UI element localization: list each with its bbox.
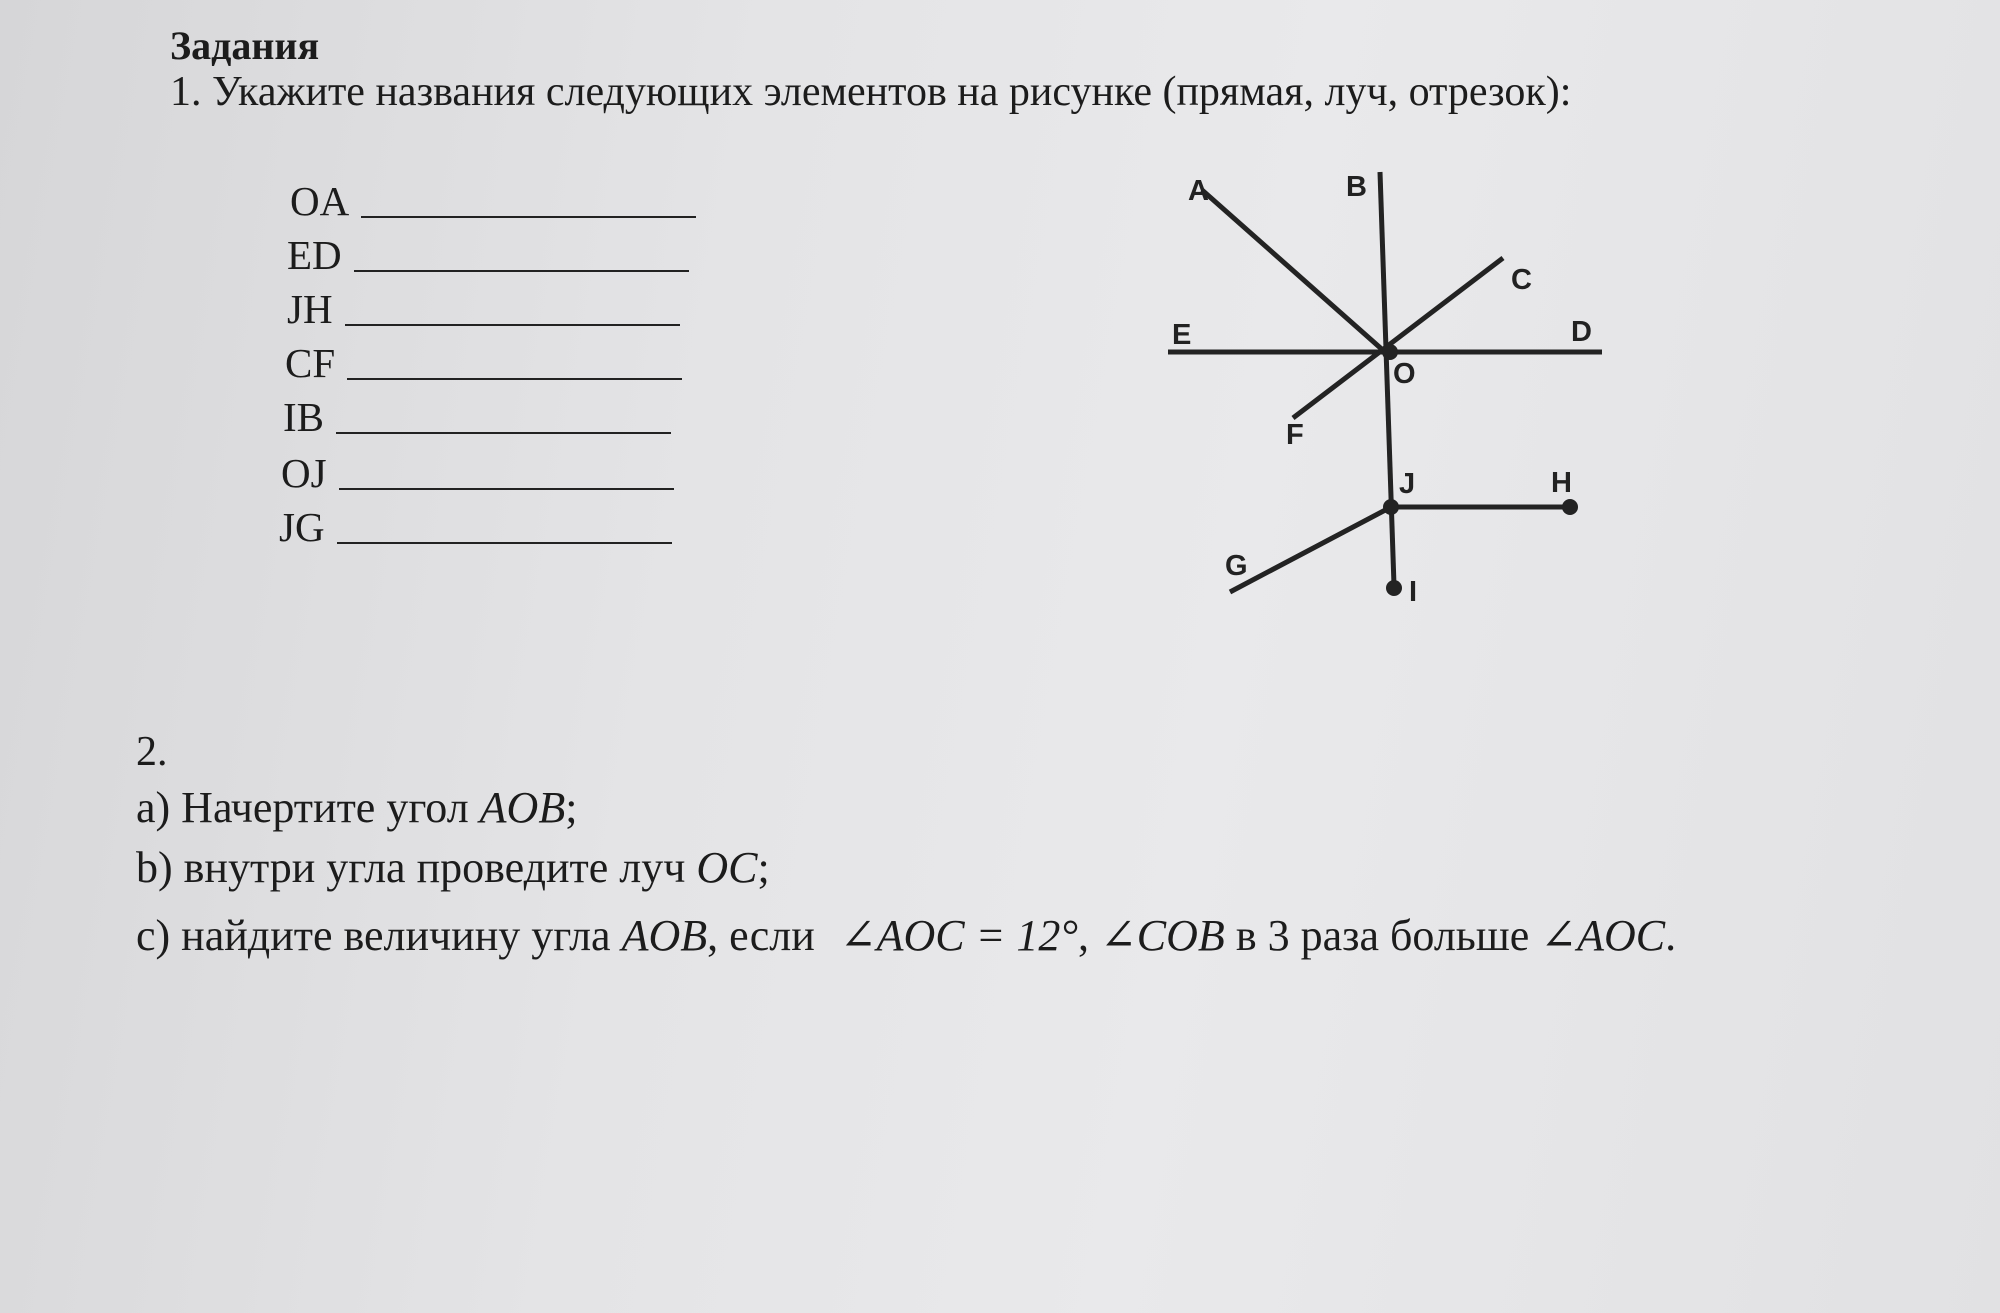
answer-row-jh (287, 286, 680, 332)
answer-row-oa (290, 178, 696, 224)
ray-oa-line (1202, 190, 1385, 352)
answer-label: CF (285, 340, 336, 386)
task2-item-c (136, 910, 1676, 961)
task2-item-b (136, 842, 770, 893)
task2-c-mid2: в 3 раза больше (1224, 911, 1541, 960)
condition-aoc-12: ∠AOC = 12° (839, 911, 1078, 960)
task2-b-suffix: ; (757, 843, 770, 892)
answer-label: JG (279, 504, 325, 550)
task2-a-prefix: a) Начертите угол (136, 783, 480, 832)
task2-item-a (136, 782, 577, 833)
answer-label: JH (287, 286, 333, 332)
label-b: B (1346, 171, 1367, 203)
label-d: D (1571, 316, 1592, 348)
angle-aoc: ∠AOC (1540, 911, 1666, 960)
answer-blank[interactable] (347, 378, 682, 380)
task2-c-sep: , (1077, 911, 1100, 960)
label-i: I (1409, 576, 1418, 608)
label-o: O (1393, 358, 1416, 390)
angle-aob: AOB (621, 911, 708, 960)
answer-blank[interactable] (361, 216, 696, 218)
ray-oc: OC (696, 843, 758, 892)
ray-jg (1230, 507, 1391, 592)
answer-row-jg (279, 504, 672, 550)
task2-number: 2. (136, 729, 168, 775)
task2-b-prefix: b) внутри угла проведите луч (136, 843, 697, 892)
label-a: A (1188, 175, 1209, 207)
point-h (1562, 499, 1578, 515)
line-cf (1293, 258, 1503, 418)
page-heading: Задания (170, 23, 320, 68)
answer-blank[interactable] (336, 432, 671, 434)
answer-row-ib (283, 394, 671, 440)
label-h: H (1551, 467, 1572, 499)
label-f: F (1286, 419, 1304, 451)
answer-row-oj (281, 450, 674, 496)
answer-blank[interactable] (339, 488, 674, 490)
task1-text: 1. Укажите названия следующих элементов на рисунке (прямая, луч, отрезок): (170, 69, 1572, 115)
geometry-figure (1150, 160, 1630, 620)
point-j (1383, 499, 1399, 515)
task2-c-prefix: c) найдите величину угла (136, 911, 622, 960)
point-i (1386, 580, 1402, 596)
task2-a-suffix: ; (565, 783, 578, 832)
answer-label: OA (290, 178, 350, 224)
angle-cob: ∠COB (1099, 911, 1225, 960)
task2-c-mid: , если (707, 911, 826, 960)
line-b-i (1380, 172, 1394, 585)
answer-row-cf (285, 340, 682, 386)
answer-row-ed (287, 232, 689, 278)
label-g: G (1225, 550, 1248, 582)
answer-label: ED (287, 232, 342, 278)
task2-c-end: . (1665, 911, 1677, 960)
label-c: C (1511, 264, 1532, 296)
answer-blank[interactable] (354, 270, 689, 272)
angle-aob: AOB (479, 783, 566, 832)
answer-blank[interactable] (337, 542, 672, 544)
label-e: E (1172, 319, 1192, 351)
label-j: J (1399, 468, 1416, 500)
answer-label: IB (283, 394, 324, 440)
answer-blank[interactable] (345, 324, 680, 326)
answer-label: OJ (281, 450, 327, 496)
